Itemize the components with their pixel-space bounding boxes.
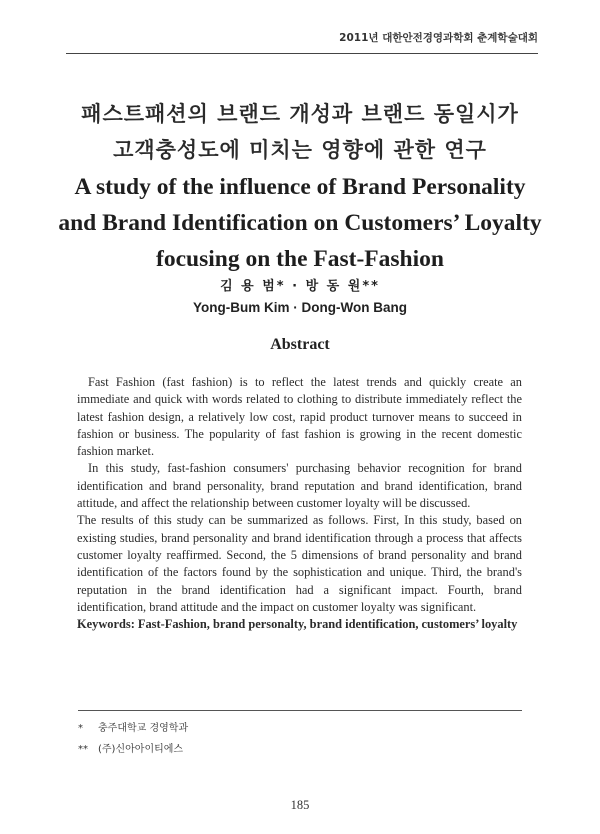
abstract-body xyxy=(77,374,522,633)
korean-title-line-2: 고객충성도에 미치는 영향에 관한 연구 xyxy=(113,138,487,162)
english-title-line-2: and Brand Identification on Customers’ Loyalty xyxy=(58,210,542,236)
page-number: 185 xyxy=(290,798,310,812)
authors-korean: 김 용 범* · 방 동 원** xyxy=(220,279,380,294)
footnote-text: (주)신아아이티에스 xyxy=(98,744,184,755)
abstract-paragraph-3: The results of this study can be summarized as follows. First, In this study, based on existing studies, brand personality and brand identification through a process that affects customer loyalty reaffirmed. Second, the 5 dimensions of brand personality and brand identification of the factors found by the sophistication and unique. Third, the brand's reputation in the brand identification had a significant impact. Fourth, brand identification, brand attitude and the impact on customer loyalty was significant. xyxy=(77,513,522,614)
korean-title-line-1: 패스트패션의 브랜드 개성과 브랜드 동일시가 xyxy=(81,102,519,126)
abstract-paragraph-1: Fast Fashion (fast fashion) is to reflect the latest trends and quickly create an immediate and quick with words related to clothing to distribute immediately reflect the latest fashion design, a relatively low cost, rapid product turnover means to succeed in fashion or business. The popularity of fast fashion is growing in the recent domestic fashion market. xyxy=(77,375,522,459)
abstract-heading: Abstract xyxy=(270,336,330,353)
authors-block xyxy=(0,275,600,315)
footnote-2 xyxy=(78,739,522,760)
footnotes xyxy=(78,710,522,760)
footnote-text: 충주대학교 경영학과 xyxy=(98,723,189,734)
english-title-line-3: focusing on the Fast-Fashion xyxy=(156,246,444,272)
footnote-mark: * xyxy=(78,723,83,734)
running-header: 2011년 대한안전경영과학회 춘계학술대회 xyxy=(66,30,538,54)
abstract-paragraph-2: In this study, fast-fashion consumers' purchasing behavior recognition for brand identification and brand personality, brand reputation and brand identification, brand attitude, and affect the relationship between customer loyalty will be discussed. xyxy=(77,461,522,511)
keywords-line: Keywords: Fast-Fashion, brand personalty, brand identification, customers’ loyalty xyxy=(77,617,518,632)
footnote-1 xyxy=(78,718,522,739)
title-block xyxy=(40,96,560,276)
footnote-mark: ** xyxy=(78,744,88,755)
authors-english: Yong-Bum Kim · Dong-Won Bang xyxy=(193,300,407,315)
english-title-line-1: A study of the influence of Brand Personality xyxy=(74,174,526,200)
